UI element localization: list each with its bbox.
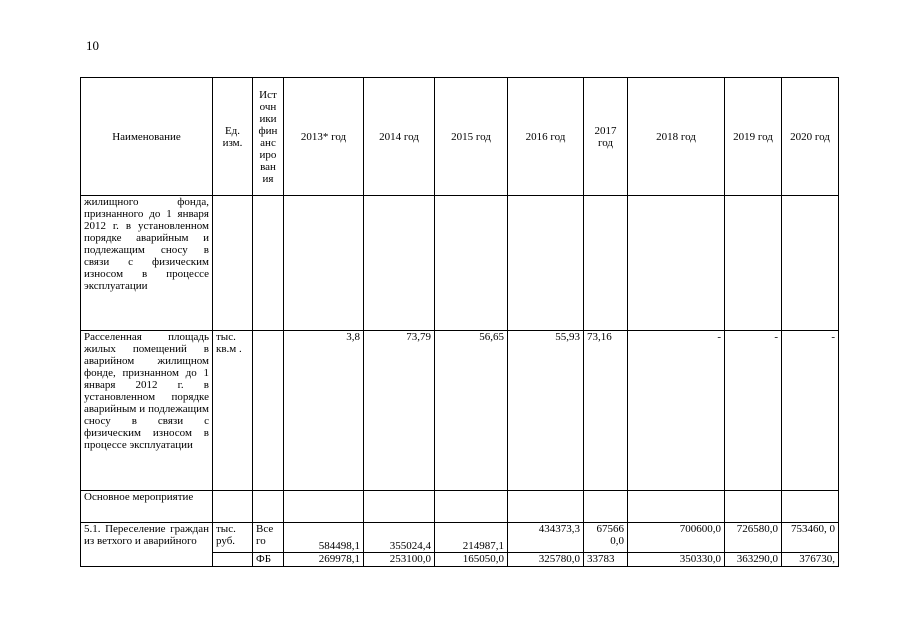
row-name: Расселенная площадь жилых помещений в аварийном жилищном фонде, признанном до 1 января 2012 г. в установленном порядке аварийным и подлежащим сносу в связи с физическим износом в процессе эксплуатации	[81, 331, 213, 491]
cell-value	[435, 196, 508, 331]
header-unit: Ед. изм.	[213, 78, 253, 196]
cell-value	[284, 491, 364, 523]
cell-value: 363290,0	[725, 553, 782, 567]
cell-value	[584, 491, 628, 523]
cell-value: 753460, 0	[782, 523, 839, 553]
cell-value: 434373,3	[508, 523, 584, 553]
cell-value: -	[725, 331, 782, 491]
program-table	[80, 77, 839, 567]
cell-value	[364, 196, 435, 331]
cell-value: 700600,0	[628, 523, 725, 553]
cell-value	[725, 196, 782, 331]
cell-value: 269978,1	[284, 553, 364, 567]
row-unit	[213, 196, 253, 331]
cell-value: 584498,1	[284, 523, 364, 553]
row-source	[253, 196, 284, 331]
table-row	[81, 331, 839, 491]
row-name: 5.1. Переселение граждан из ветхого и аварийного	[81, 523, 213, 567]
cell-value	[364, 491, 435, 523]
cell-value: 325780,0	[508, 553, 584, 567]
cell-value: 726580,0	[725, 523, 782, 553]
header-year: 2018 год	[628, 78, 725, 196]
row-unit: тыс. кв.м .	[213, 331, 253, 491]
cell-value: 73,79	[364, 331, 435, 491]
header-year: 2016 год	[508, 78, 584, 196]
row-name: Основное мероприятие	[81, 491, 213, 523]
cell-value: 3,8	[284, 331, 364, 491]
cell-value	[782, 196, 839, 331]
cell-value: 165050,0	[435, 553, 508, 567]
header-year: 2019 год	[725, 78, 782, 196]
row-unit: тыс. руб.	[213, 523, 253, 553]
row-name: жилищного фонда, признанного до 1 января 2012 г. в установленном порядке аварийным и подлежащим сносу в связи с физическим износом в процессе эксплуатации	[81, 196, 213, 331]
cell-value: 67566 0,0	[584, 523, 628, 553]
cell-value	[628, 491, 725, 523]
table-row	[81, 196, 839, 331]
cell-value: 376730,	[782, 553, 839, 567]
row-source: ФБ	[253, 553, 284, 567]
table-header-row	[81, 78, 839, 196]
cell-value: 350330,0	[628, 553, 725, 567]
cell-value	[508, 196, 584, 331]
cell-value	[628, 196, 725, 331]
header-name: Наименование	[81, 78, 213, 196]
row-unit	[213, 491, 253, 523]
cell-value: 33783	[584, 553, 628, 567]
cell-value	[435, 491, 508, 523]
cell-value: -	[782, 331, 839, 491]
header-year: 2013* год	[284, 78, 364, 196]
row-source: Все го	[253, 523, 284, 553]
table-row	[81, 491, 839, 523]
header-year: 2015 год	[435, 78, 508, 196]
cell-value	[584, 196, 628, 331]
cell-value: 355024,4	[364, 523, 435, 553]
cell-value: 55,93	[508, 331, 584, 491]
row-source	[253, 491, 284, 523]
cell-value	[508, 491, 584, 523]
cell-value: 56,65	[435, 331, 508, 491]
cell-value	[782, 491, 839, 523]
page-number: 10	[86, 38, 99, 53]
row-unit	[213, 553, 253, 567]
cell-value: -	[628, 331, 725, 491]
header-year: 2014 год	[364, 78, 435, 196]
cell-value: 214987,1	[435, 523, 508, 553]
header-year: 2017 год	[584, 78, 628, 196]
table-row	[81, 523, 839, 553]
header-source: Ист очн ики фин анс иро ван ия	[253, 78, 284, 196]
header-year: 2020 год	[782, 78, 839, 196]
row-source	[253, 331, 284, 491]
cell-value	[725, 491, 782, 523]
cell-value: 73,16	[584, 331, 628, 491]
cell-value: 253100,0	[364, 553, 435, 567]
cell-value	[284, 196, 364, 331]
